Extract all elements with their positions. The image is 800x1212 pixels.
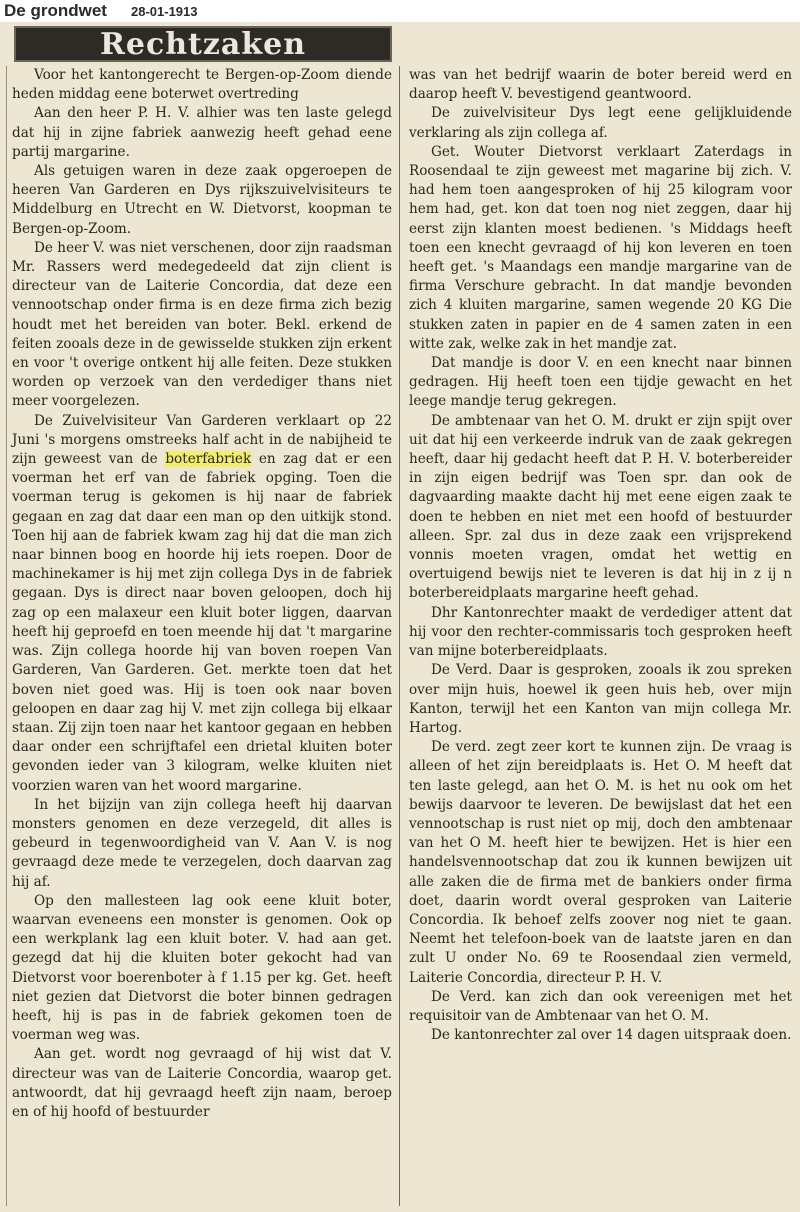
newspaper-title: De grondwet bbox=[4, 1, 107, 20]
text-segment: en zag dat er een voerman het erf van de fabriek opging. Toen die voerman terug is gekomen is hij naar de fabriek gegaan en zag dat daar een man op den uitkijk stond. Toen hij aan de fabriek kwam zag hij dat die man zich naar binnen boog en hoorde hij iets roepen. Door de machinekamer is hij met zijn collega Dys in de fabriek gegaan. Dys is direct naar boven geloopen, doch hij zag op een malaxeur een kluit boter liggen, daarvan heeft hij geproefd en toen meende hij dat 't margarine was. Zijn collega hoorde hij van boven roepen Van Garderen, Van Garderen. Get. merkte toen dat het boven niet goed was. Hij is toen ook naar boven geloopen en daar zag hij V. met zijn collega bij elkaar staan. Zij zijn toen naar het kantoor gegaan en hebben daar onder een schrijftafel een drietal kluiten boter gevonden ieder van 3 kilogram, welke kluiten niet voorzien waren van het woord margarine. bbox=[12, 451, 392, 794]
section-masthead bbox=[14, 26, 392, 62]
paragraph: De kantonrechter zal over 14 dagen uitspraak doen. bbox=[431, 1027, 792, 1044]
left-border-rule bbox=[6, 66, 7, 1206]
right-column bbox=[409, 66, 792, 1045]
newspaper-clipping bbox=[0, 22, 800, 1212]
paragraph: was van het bedrijf waarin de boter bereid werd en daarop heeft V. bevestigend geantwoord. bbox=[409, 67, 792, 103]
left-column bbox=[12, 66, 392, 1122]
paragraph: Als getuigen waren in deze zaak opgeroepen de heeren Van Garderen en Dys rijkszuivelvisiteurs te Middelburg en Utrecht en W. Dietvorst, koopman te Bergen-op-Zoom. bbox=[12, 163, 392, 237]
section-title: Rechtzaken bbox=[99, 26, 307, 62]
paragraph: Get. Wouter Dietvorst verklaart Zaterdags in Roosendaal te zijn geweest met magarine bij zich. V. had hem toen aangesproken of hij 25 kilogram voor hem had, get. kon dat toen nog niet zeggen, daar hij eerst zijn klanten moest bedienen. 's Middags heeft toen een knecht gevraagd of hij kon leveren en toen heeft get. 's Maandags een mandje margarine van de firma Verschure gebracht. In dat mandje bevonden zich 4 kluiten margarine, samen wegende 20 KG Die stukken zaten in papier en de 4 samen zaten in een witte zak, welke zak in het mandje zat. bbox=[409, 143, 792, 352]
paragraph: Aan den heer P. H. V. alhier was ten laste gelegd dat hij in zijne fabriek aanwezig heeft gehad eene partij margarine. bbox=[12, 105, 392, 160]
paragraph: Aan get. wordt nog gevraagd of hij wist dat V. directeur was van de Laiterie Concordia, waarop get. antwoordt, dat hij gevraagd heeft zijn naam, beroep en of hij hoofd of bestuurder bbox=[12, 1046, 392, 1120]
paragraph-zuivelvisiteur bbox=[12, 412, 392, 796]
paragraph: In het bijzijn van zijn collega heeft hij daarvan monsters genomen en deze verzegeld, dit alles is gebeurd in tegenwoordigheid van V. Aan V. is nog gevraagd deze mede te verzegelen, doch daarvan zag hij af. bbox=[12, 796, 392, 890]
paragraph: Dat mandje is door V. en een knecht naar binnen gedragen. Hij heeft toen een tijdje gewacht en het leege mandje terug gekregen. bbox=[409, 355, 792, 410]
paragraph: De zuivelvisiteur Dys legt eene gelijkluidende verklaring als zijn collega af. bbox=[409, 105, 792, 141]
text-segment: De Zuivelvisiteur Van Garderen verklaart op 22 Juni 's morgens omstreeks half acht in de nabijheid te zijn geweest van de bbox=[12, 412, 392, 468]
paragraph: De Verd. kan zich dan ook vereenigen met het requisitoir van de Ambtenaar van het O. M. bbox=[409, 988, 792, 1024]
paragraph: De heer V. was niet verschenen, door zijn raadsman Mr. Rassers werd medegedeeld dat zijn client is directeur van de Laiterie Concordia, dat deze een vennootschap onder firma is en deze firma zich bezig houdt met het bereiden van boter. Bekl. erkend de feiten zooals deze in de gewisselde stukken zijn erkent en voor 't overige ontkent hij alle feiten. Deze stukken worden op verzoek van den verdediger thans niet meer voorgelezen. bbox=[12, 239, 392, 410]
paragraph: De ambtenaar van het O. M. drukt er zijn spijt over uit dat hij een verkeerde indruk van de zaak gekregen heeft, daar hij gedacht heeft dat P. H. V. boterbereider in zijn eigen bedrijf was Toen spr. dan ook de dagvaarding maakte dacht hij met eene eigen zaak te doen te hebben en niet met een hoofd of bestuurder alleen. Spr. zal dus in deze zaak een vrijsprekend vonnis moeten vragen, omdat het wettig en overtuigend bewijs niet te leveren is dat hij in z ij n boterbereidplaats margarine heeft gehad. bbox=[409, 412, 792, 602]
highlighted-term: boterfabriek bbox=[165, 451, 252, 468]
source-header bbox=[0, 0, 800, 22]
paragraph: Dhr Kantonrechter maakt de verdediger attent dat hij voor den rechter-commissaris toch gesproken heeft van mijne boterbereidplaats. bbox=[409, 604, 792, 660]
column-divider bbox=[399, 66, 400, 1206]
paragraph: De Verd. Daar is gesproken, zooals ik zou spreken over mijn huis, hoewel ik geen huis heb, over mijn Kanton, terwijl het een Kanton van mijn collega Mr. Hartog. bbox=[409, 662, 792, 736]
paragraph: De verd. zegt zeer kort te kunnen zijn. De vraag is alleen of het zijn bereidplaats is. Het O. M heeft dat ten laste gelegd, aan het O. M. is het nu ook om het bewijs daarvoor te leveren. De bewijslast dat het een vennootschap is rust niet op mij, doch den ambtenaar van het O M. heeft hier te bewijzen. Het is hier een handelsvennootschap dat zou ik kunnen bewijzen uit alle zaken die de firma met de bankiers onder firma doet, daarin wordt overal gesproken van Laiterie Concordia. Ik behoef zelfs zoover nog niet te gaan. Neemt het telefoon-boek van de laatste jaren en dan zult U onder No. 69 te Roosendaal zien vermeld, Laiterie Concordia, directeur P. H. V. bbox=[409, 739, 792, 986]
paragraph: Voor het kantongerecht te Bergen-op-Zoom diende heden middag eene boterwet overtreding bbox=[12, 67, 392, 103]
publication-date: 28-01-1913 bbox=[131, 4, 198, 19]
paragraph: Op den mallesteen lag ook eene kluit boter, waarvan eveneens een monster is genomen. Ook op een werkplank lag een kluit boter. V. had aan get. gezegd dat hij die kluiten boter gekocht had van Dietvorst voor boerenboter à f 1.15 per kg. Get. heeft niet gezien dat Dietvorst die boter binnen gedragen heeft, hij is pas in de fabriek gekomen toen de voerman weg was. bbox=[12, 892, 392, 1044]
